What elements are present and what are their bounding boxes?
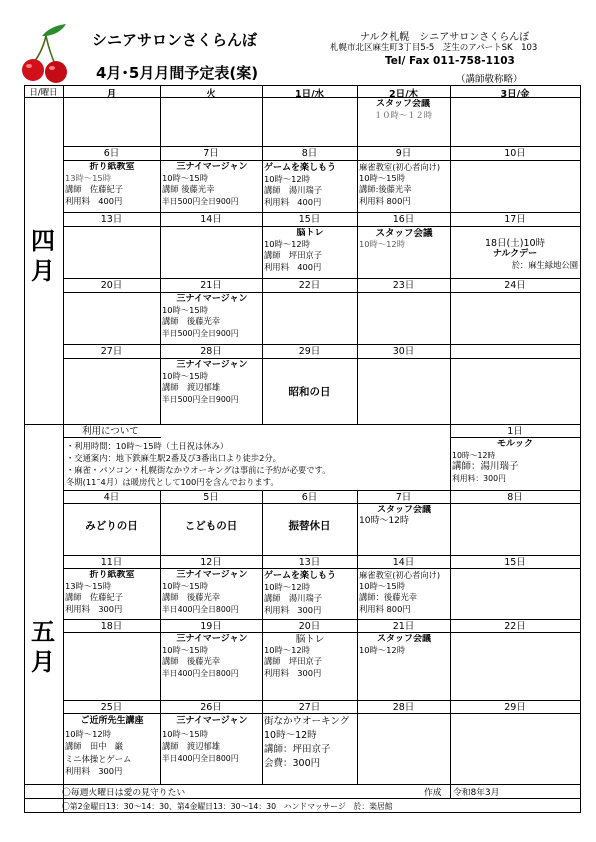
cell-apr-wed-2: ゲームを楽しもう 10時～12時 講師 湯川瑞子 利用料 400円 — [264, 163, 337, 207]
grid-line — [63, 226, 581, 227]
column-header-mon: 月 — [106, 89, 117, 100]
grid-line — [262, 85, 263, 425]
date-label: 6日 — [103, 148, 120, 159]
grid-line — [24, 784, 25, 813]
footer-note-1: 〇毎週火曜日は愛の見守りたい — [62, 788, 186, 798]
date-label: 5日 — [203, 492, 219, 503]
cell-apr-tue-4: 三ナイマージャン 10時～15時 講師 後藤光幸 半日500円全日900円 — [162, 294, 248, 338]
date-label: 12日 — [200, 557, 222, 568]
grid-line — [580, 85, 581, 785]
grid-line — [63, 212, 581, 213]
grid-line — [450, 784, 451, 799]
date-label: 22日 — [298, 280, 321, 291]
date-label: 8日 — [301, 148, 318, 159]
footer-note-2: 〇第2金曜日13：30～14：30、第4金曜日13：30～14：30 ハンドマッサージ 於：楽居館 — [62, 802, 393, 811]
grid-line — [24, 784, 581, 785]
grid-line — [450, 85, 451, 425]
column-header-thu: 2日/木 — [388, 89, 419, 100]
grid-line — [580, 784, 581, 813]
cell-apr-thu-3: スタッフ会議 10時～12時 — [359, 228, 433, 250]
cell-apr-tue-5: 三ナイマージャン 10時～15時 講師 渡辺郁雄 半日500円全日900円 — [162, 360, 248, 404]
date-label: 15日 — [504, 557, 526, 568]
cell-may-wed-4: 街なかウオーキング 10時～12時 講師：坪田京子 会費：300円 — [264, 716, 350, 769]
date-label: 7日 — [203, 148, 219, 159]
grid-line — [160, 85, 161, 425]
grid-line — [24, 85, 25, 785]
date-label: 27日 — [100, 346, 123, 357]
date-label: 13日 — [100, 214, 123, 225]
holiday-greenery-day: みどりの日 — [85, 520, 138, 532]
grid-line — [262, 490, 263, 785]
cell-apr-thu-1: スタッフ会議 １０時～１２時 — [373, 99, 433, 121]
grid-line — [357, 490, 358, 785]
date-label: 30日 — [392, 346, 415, 357]
cell-may-tue-4: 三ナイマージャン 10時～15時 講師 渡辺郁雄 半日400円全日800円 — [162, 716, 248, 763]
column-header-wed: 1日/水 — [294, 89, 325, 100]
date-label: 14日 — [392, 557, 415, 568]
date-label: 6日 — [301, 492, 318, 503]
cell-may-fri-1: モルック 10時～12時 講師：湯川瑞子 利用料：300円 — [452, 439, 533, 484]
created-label: 作成 — [424, 788, 442, 798]
page-subtitle: 4月･5月月間予定表(案) — [96, 64, 259, 82]
cell-may-thu-2: 麻雀教室(初心者向け) 10時～15時 講師：後藤光幸 利用料 800円 — [359, 570, 441, 614]
grid-line — [63, 424, 64, 785]
holiday-substitute: 振替休日 — [288, 520, 331, 532]
created-date: 令和8年3月 — [453, 788, 500, 798]
address: 札幌市北区麻生町3丁目5-5 芝生のアパートSK 103 — [330, 43, 538, 53]
holiday-childrens-day: こどもの日 — [184, 520, 238, 532]
usage-info-line: 冬期(11˜4月）は暖房代として100円を含んでおります。 — [66, 477, 279, 487]
column-header-tue: 火 — [206, 89, 216, 100]
date-label: 4日 — [103, 492, 120, 503]
month-label-may: 五月 — [31, 618, 55, 676]
cell-apr-fri-3: 18日(土)10時 ナルクデー 於：麻生緑地公園 — [484, 238, 578, 271]
date-label: 19日 — [200, 621, 222, 632]
grid-line — [450, 490, 451, 785]
date-label: 25日 — [100, 702, 123, 713]
grid-line — [357, 85, 358, 425]
date-label: 24日 — [504, 280, 526, 291]
date-label: 9日 — [395, 148, 412, 159]
date-label: 11日 — [100, 557, 123, 568]
cell-may-mon-4: ご近所先生講座 10時～12時 講師 田中 巌 ミニ体操とゲーム 利用料 300円 — [65, 716, 144, 777]
date-label: 18日 — [100, 621, 123, 632]
month-label-april: 四月 — [31, 227, 55, 285]
date-label: 27日 — [298, 702, 321, 713]
date-label: 21日 — [200, 280, 222, 291]
date-label: 20日 — [100, 280, 123, 291]
column-header-day: 日/曜日 — [29, 88, 58, 98]
date-label: 10日 — [504, 148, 526, 159]
usage-info-line: ・麻雀・パソコン・札幌街なかウオーキングは事前に予約が必要です。 — [66, 465, 331, 475]
date-label: 23日 — [392, 280, 415, 291]
date-label: 26日 — [200, 702, 222, 713]
date-label: 29日 — [298, 346, 321, 357]
telephone: Tel/ Fax 011-758-1103 — [385, 55, 515, 67]
grid-line — [63, 344, 581, 345]
grid-line — [63, 490, 581, 491]
date-label: 28日 — [392, 702, 415, 713]
date-label: 16日 — [392, 214, 415, 225]
date-label: 17日 — [504, 214, 526, 225]
cell-may-mon-2: 折り紙教室 13時～15時 講師 佐藤紀子 利用料 300円 — [65, 570, 135, 614]
date-label: 15日 — [298, 214, 321, 225]
cell-may-thu-1: スタッフ会議 10時～12時 — [359, 505, 431, 527]
date-label: 29日 — [504, 702, 526, 713]
grid-line — [63, 555, 581, 556]
usage-info-line: ・交通案内：地下鉄麻生駅2番及び3番出口より徒歩2分。 — [66, 453, 281, 463]
date-label: 1日 — [507, 426, 523, 437]
cell-apr-wed-3: 脳トレ 10時～12時 講師 坪田京子 利用料 400円 — [264, 228, 324, 272]
organization-name: ナルク札幌 シニアサロンさくらんぼ — [360, 32, 530, 43]
grid-line — [160, 490, 161, 785]
date-label: 28日 — [200, 346, 222, 357]
grid-line — [63, 619, 581, 620]
cell-apr-thu-2: 麻雀教室(初心者向け) 10時～15時 講師:後藤光幸 利用料 800円 — [359, 162, 441, 206]
honorific-note: （講師敬称略） — [456, 74, 523, 85]
cell-may-thu-3: スタッフ会議 10時～12時 — [359, 634, 431, 656]
date-label: 7日 — [395, 492, 412, 503]
grid-line — [63, 85, 64, 425]
cell-apr-tue-2: 三ナイマージャン 10時～15時 講師 後藤光幸 半日500円全日900円 — [162, 162, 248, 206]
date-label: 13日 — [298, 557, 321, 568]
column-header-fri: 3日/金 — [500, 89, 530, 100]
date-label: 14日 — [200, 214, 222, 225]
cell-may-tue-3: 三ナイマージャン 10時～15時 講師 後藤光幸 半日400円全日800円 — [162, 634, 248, 678]
cell-may-wed-3: 脳トレ 10時～12時 講師 坪田京子 利用料 300円 — [264, 634, 325, 678]
cell-may-tue-2: 三ナイマージャン 10時～15時 講師 後藤光幸 半日400円全日800円 — [162, 570, 248, 614]
date-label: 21日 — [392, 621, 415, 632]
cell-may-wed-2: ゲームを楽しもう 10時～12時 講師 湯川瑞子 利用料 300円 — [264, 571, 337, 615]
usage-info-heading: 利用について — [82, 426, 139, 437]
date-label: 22日 — [504, 621, 526, 632]
grid-line — [63, 160, 581, 161]
grid-line — [63, 278, 581, 279]
usage-info-line: ・利用時間：10時～15時（土日祝は休み） — [66, 441, 229, 451]
cell-apr-mon-2: 折り紙教室 13時～15時 講師 佐藤紀子 利用料 400円 — [65, 162, 135, 206]
cherry-logo-icon — [20, 22, 72, 84]
grid-line — [24, 424, 581, 425]
grid-line — [63, 700, 581, 701]
grid-line — [63, 146, 581, 147]
page-title: シニアサロンさくらんぼ — [92, 31, 258, 49]
holiday-showa-day: 昭和の日 — [288, 386, 331, 398]
grid-line — [63, 292, 581, 293]
date-label: 8日 — [507, 492, 523, 503]
date-label: 20日 — [298, 621, 321, 632]
grid-line — [63, 358, 581, 359]
